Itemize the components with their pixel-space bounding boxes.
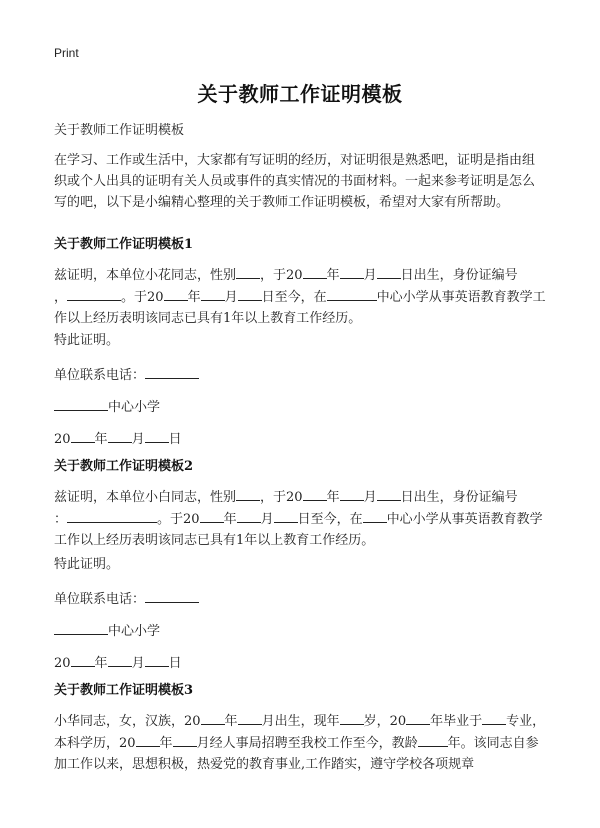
section-1-phone: 单位联系电话： (54, 364, 546, 386)
phone-blank (145, 588, 199, 603)
section-1-certify: 特此证明。 (54, 333, 120, 348)
blank-field (108, 652, 132, 667)
blank-field (274, 508, 298, 523)
section-heading-2: 关于教师工作证明模板2 (54, 459, 194, 474)
blank-field (303, 486, 327, 501)
section-1-paragraph: 兹证明，本单位小花同志，性别 ，于20 年 月 日出生，身份证编号 ， 。于20 年 月 日至今，在 中心小学从事英语教育教学工作以上经历表明该同志已具有1年以上教育工作经历。 (54, 264, 546, 329)
blank-field (340, 264, 364, 279)
blank-field (236, 486, 260, 501)
blank-field (237, 508, 261, 523)
print-link[interactable]: Print (54, 46, 79, 60)
blank-field (363, 508, 387, 523)
blank-field (71, 652, 95, 667)
blank-field (67, 508, 157, 523)
blank-field (164, 286, 188, 301)
blank-field (67, 286, 121, 301)
blank-field (482, 710, 506, 725)
document-subtitle: 关于教师工作证明模板 (54, 123, 185, 138)
blank-field (377, 486, 401, 501)
section-1-school: 中心小学 (54, 396, 546, 418)
section-3-paragraph: 小华同志，女，汉族，20 年 月出生，现年 岁，20 年毕业于 专业，本科学历，20 年 月经人事局招聘至我校工作至今，教龄 年。该同志自参加工作以来，思想积极，热爱党的教育事业,工作踏实，遵守学校各项规章 (54, 710, 546, 775)
blank-field (406, 710, 430, 725)
blank-field (236, 264, 260, 279)
school-blank (54, 396, 108, 411)
blank-field (238, 286, 262, 301)
blank-field (238, 710, 262, 725)
section-2-phone: 单位联系电话： (54, 588, 546, 610)
blank-field (340, 710, 364, 725)
blank-field (173, 732, 197, 747)
blank-field (136, 732, 160, 747)
blank-field (145, 428, 169, 443)
document-title: 关于教师工作证明模板 (197, 82, 403, 106)
section-1-date: 20 年 月 日 (54, 428, 546, 450)
blank-field (200, 508, 224, 523)
section-2-school: 中心小学 (54, 620, 546, 642)
blank-field (377, 264, 401, 279)
blank-field (108, 428, 132, 443)
section-2-certify: 特此证明。 (54, 557, 120, 572)
blank-field (303, 264, 327, 279)
intro-paragraph: 在学习、工作或生活中，大家都有写证明的经历，对证明很是熟悉吧，证明是指由组织或个人出具的证明有关人员或事件的真实情况的书面材料。一起来参考证明是怎么写的吧，以下是小编精心整理的关于教师工作证明模板，希望对大家有所帮助。 (54, 153, 536, 210)
school-blank (54, 620, 108, 635)
section-heading-1: 关于教师工作证明模板1 (54, 237, 194, 252)
blank-field (327, 286, 377, 301)
section-2-paragraph: 兹证明，本单位小白同志，性别 ，于20 年 月 日出生，身份证编号 ： 。于20 年 月 日至今，在 中心小学从事英语教育教学工作以上经历表明该同志已具有1年以上教育工作经历。 (54, 486, 546, 551)
blank-field (340, 486, 364, 501)
blank-field (201, 710, 225, 725)
phone-blank (145, 364, 199, 379)
blank-field (145, 652, 169, 667)
blank-field (201, 286, 225, 301)
blank-field (71, 428, 95, 443)
section-2-date: 20 年 月 日 (54, 652, 546, 674)
blank-field (418, 732, 448, 747)
section-heading-3: 关于教师工作证明模板3 (54, 683, 194, 698)
